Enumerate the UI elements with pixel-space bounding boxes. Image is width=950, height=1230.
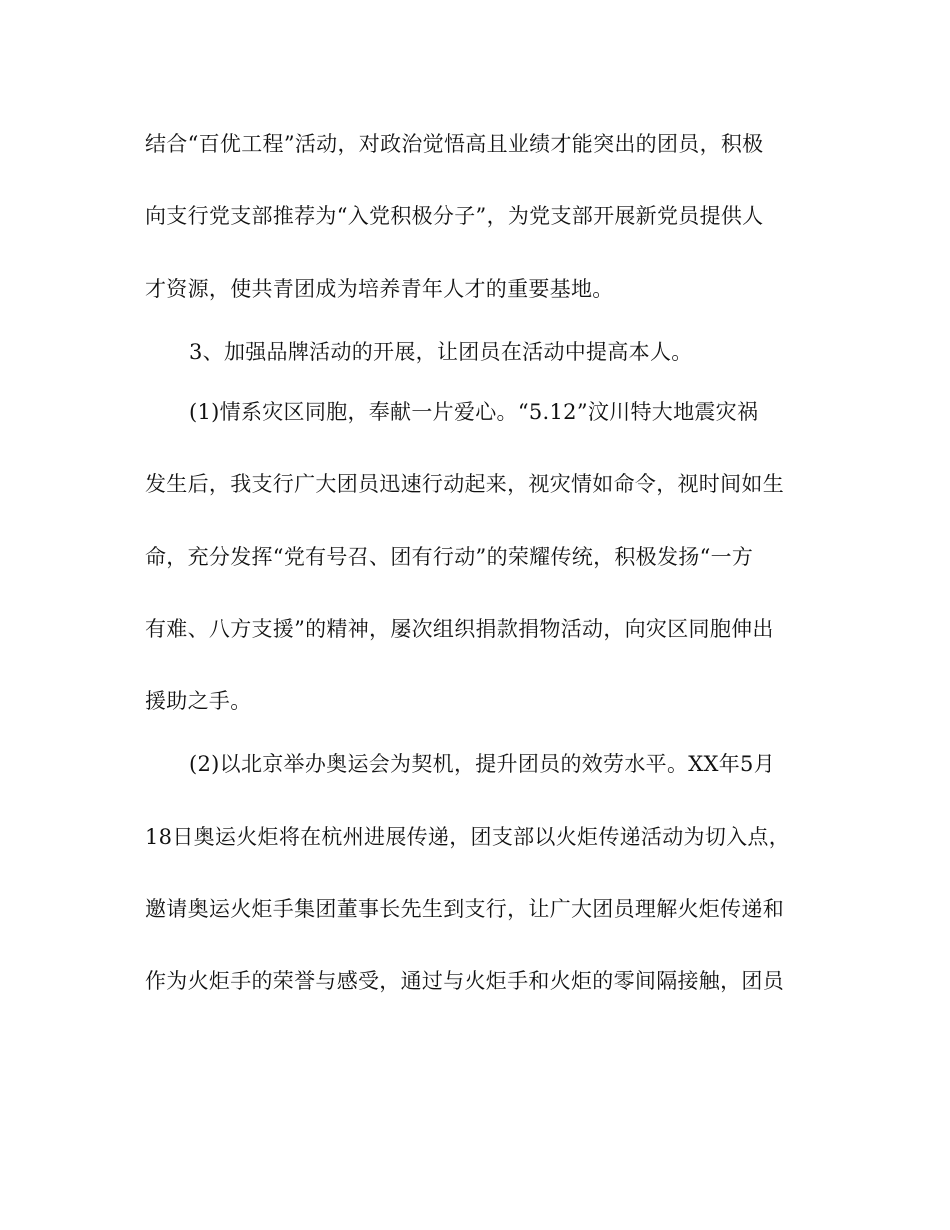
section-heading-3: 3、加强品牌活动的开展，让团员在活动中提高本人。 [189,340,693,364]
paragraph-line-9: 援助之手。 [145,689,252,713]
paragraph-line-12: 邀请奥运火炬手集团董事长先生到支行，让广大团员理解火炬传递和 [145,897,784,921]
paragraph-line-6: 发生后，我支行广大团员迅速行动起来，视灾情如命令，视时间如生 [145,472,784,496]
paragraph-line-11: 18日奥运火炬将在杭州进展传递，团支部以火炬传递活动为切入点， [145,825,791,849]
paragraph-line-8: 有难、八方支援”的精神，屡次组织捐款捐物活动，向灾区同胞伸出 [145,617,774,641]
paragraph-line-13: 作为火炬手的荣誉与感受，通过与火炬手和火炬的零间隔接触，团员 [145,969,784,993]
paragraph-line-2: 向支行党支部推荐为“入党积极分子”，为党支部开展新党员提供人 [145,204,764,228]
paragraph-line-5: (1)情系灾区同胞，奉献一片爱心。“5.12”汶川特大地震灾祸 [189,400,759,424]
paragraph-line-1: 结合“百优工程”活动，对政治觉悟高且业绩才能突出的团员，积极 [145,132,764,156]
paragraph-line-7: 命，充分发挥“党有号召、团有行动”的荣耀传统，积极发扬“一方 [145,545,754,569]
paragraph-line-3: 才资源，使共青团成为培养青年人才的重要基地。 [145,277,614,301]
paragraph-line-10: (2)以北京举办奥运会为契机，提升团员的效劳水平。XX年5月 [189,752,776,776]
